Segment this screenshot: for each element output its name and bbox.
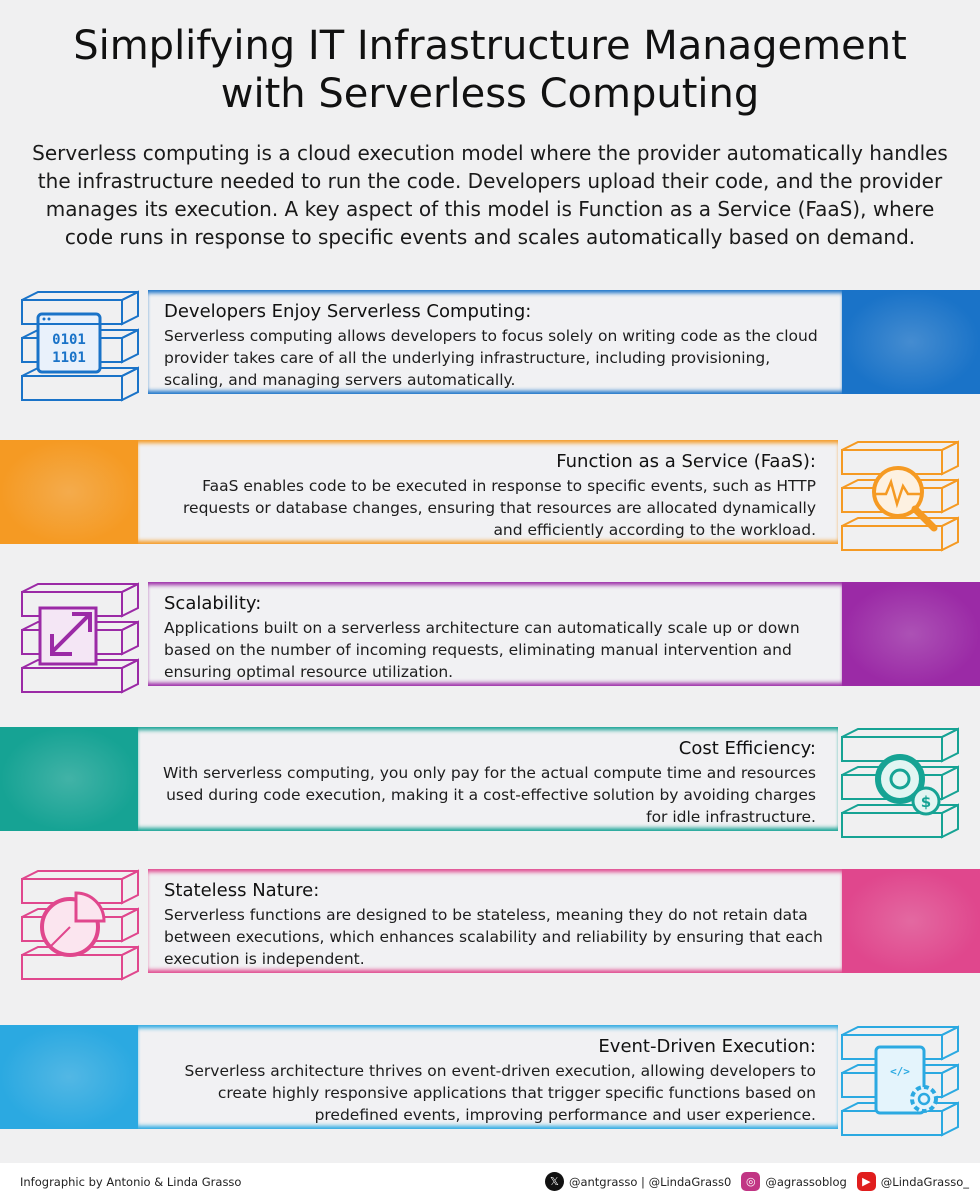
section-heading: Cost Efficiency:	[678, 738, 816, 759]
cost-chart-icon	[838, 723, 962, 839]
svg-text:1101: 1101	[52, 350, 86, 366]
section-description: Applications built on a serverless architecture can automatically scale up or down based on the number of incoming requests, eliminating manual intervention and ensuring optimal resource utilization.	[164, 619, 800, 681]
magnifier-pulse-icon	[838, 436, 962, 552]
section-description: Serverless computing allows developers to focus solely on writing code as the cloud provider takes care of all the underlying infrastructure, including provisioning, scaling, and managing servers automatically.	[164, 327, 818, 389]
binary-code-icon	[18, 286, 142, 402]
section-description: Serverless architecture thrives on event-driven execution, allowing developers to create highly responsive applications that trigger specific functions based on predefined events, improving performance and user experience.	[184, 1062, 816, 1124]
section-description: Serverless functions are designed to be stateless, meaning they do not retain data between executions, which enhances scalability and reliability by ensuring that each execution is independent.	[164, 906, 823, 968]
section-text	[150, 737, 816, 828]
title-line-2: with Serverless Computing	[220, 71, 760, 117]
section-heading: Function as a Service (FaaS):	[556, 451, 816, 472]
intro-paragraph: Serverless computing is a cloud execution model where the provider automatically handles the infrastructure needed to run the code. Developers upload their code, and the provider manages its execution. A key aspect of this model is Function as a Service (FaaS), where code runs in response to specific events and scales automatically based on demand.	[32, 141, 948, 249]
section-text	[164, 879, 829, 970]
section-description: FaaS enables code to be executed in response to specific events, such as HTTP requests or database changes, ensuring that resources are allocated dynamically and efficiently according to the workload.	[183, 477, 816, 539]
svg-text:0101: 0101	[52, 332, 86, 348]
title-line-1: Simplifying IT Infrastructure Management	[73, 23, 907, 69]
footer-credit: Infographic by Antonio & Linda Grasso	[20, 1175, 242, 1189]
x-handles[interactable]: @antgrasso | @LindaGrass0	[568, 1174, 732, 1189]
color-swatch	[0, 440, 138, 544]
section-text	[150, 450, 816, 541]
social-links	[545, 1172, 974, 1191]
youtube-icon[interactable]: ▶	[857, 1172, 876, 1191]
section-row	[0, 290, 980, 394]
svg-text:</>: </>	[890, 1065, 910, 1078]
color-swatch	[0, 1025, 138, 1129]
footer	[0, 1163, 980, 1200]
section-heading: Stateless Nature:	[164, 880, 320, 901]
instagram-icon[interactable]: ◎	[741, 1172, 760, 1191]
color-swatch	[842, 582, 980, 686]
page-title	[0, 22, 980, 118]
section-row	[0, 727, 980, 831]
color-swatch	[842, 869, 980, 973]
section-text	[150, 1035, 816, 1126]
section-row	[0, 869, 980, 973]
scale-arrow-icon	[18, 578, 142, 694]
instagram-handle[interactable]: @agrassoblog	[765, 1174, 847, 1189]
section-row	[0, 1025, 980, 1129]
section-heading: Event-Driven Execution:	[598, 1036, 816, 1057]
code-gear-icon	[838, 1021, 962, 1137]
section-text	[164, 300, 829, 391]
section-description: With serverless computing, you only pay for the actual compute time and resources used during code execution, making it a cost-effective solution by avoiding charges for idle infrastructure.	[162, 764, 816, 826]
section-heading: Developers Enjoy Serverless Computing:	[164, 301, 532, 322]
svg-text:$: $	[920, 793, 932, 811]
color-swatch	[0, 727, 138, 831]
youtube-handle[interactable]: @LindaGrasso_	[880, 1174, 969, 1189]
x-icon[interactable]: 𝕏	[545, 1172, 564, 1191]
color-swatch	[842, 290, 980, 394]
section-row	[0, 440, 980, 544]
section-text	[164, 592, 829, 683]
section-heading: Scalability:	[164, 593, 262, 614]
pie-chart-icon	[18, 865, 142, 981]
section-row	[0, 582, 980, 686]
